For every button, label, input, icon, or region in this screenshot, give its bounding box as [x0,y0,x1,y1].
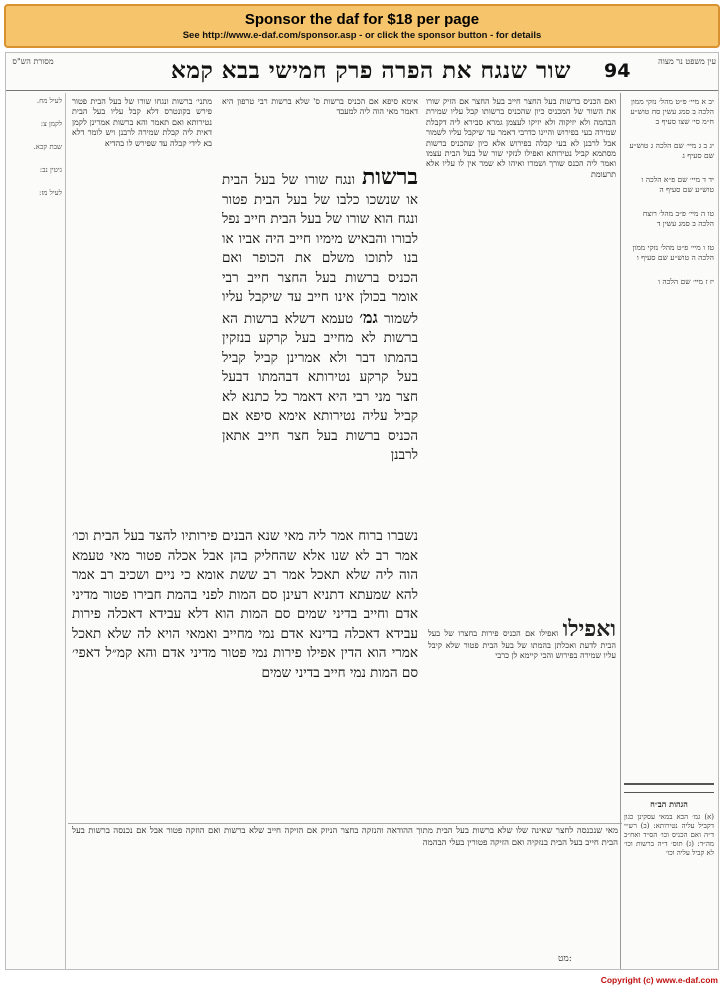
page-header [6,53,719,91]
gemara-top-commentary: אימא סיפא אם הכניס ברשות ס' שלא ברשות רבי טרפון היא דאמר מאי הוה ליה למעבד [222,97,418,117]
margin-note: טו ה מיי׳ פ״ב מהל׳ רוצח הלכה ב סמג עשין ד [642,209,714,228]
page-title: שור שנגח את הפרה פרק חמישי בבא קמא [171,57,571,84]
margin-note: טז ו מיי׳ פ״ט מהל׳ נזקי ממון הלכה ה טוש״ע שם סעיף ו [632,243,714,262]
page-footer-commentary: מאי שנכנסה לחצר שאינה שלו שלא ברשות בעל הבית מתוך ההודאה והנזקה בחצר הניזק אם הזיקה חייב שלא ברשות ואם הוזקה פטור אבל אם נכנסה ברשות בעל הבית חייב בעל הבית בנזקיה ואם הזיקה פטורין בעלי הבהמה [68,823,622,963]
margin-note: לעיל מח. [36,97,62,105]
lower-opening-word: ואפילו [562,616,617,642]
margin-note: יג ב ג מיי׳ שם הלכה ג טוש״ע שם סעיף ג [629,141,714,160]
margin-note: יד ד מיי׳ שם פ״א הלכה ו טוש״ע שם סעיף ה [641,175,714,194]
margin-note: יז ז מיי׳ שם הלכה ו [658,277,714,286]
gemara-marker: גמ׳ [359,307,378,327]
margin-note: שבת קכא. [33,143,62,151]
header-right-corner: עין משפט נר מצוה [658,57,716,66]
tosafot-column: מתני׳ ברשות ונגחו שורו של בעל הבית פטור פירש בקונטרס דלא קבל עליו בעל הבית נטירותא ואם תאמר והא ברשות אמרינן לקמן דאית ליה קבלת שמירה לרבנן ויש לומר דלא בא לידי קבלה עד שפירש לו בהדיא [72,97,212,148]
opening-word: ברשות [361,164,418,190]
margin-note: לקמן צ: [40,120,62,128]
decorative-divider [624,783,714,793]
margin-note: יב א מיי׳ פ״ט מהל׳ נזקי ממון הלכה ב סמג עשין סח טוש״ע ח״מ סי׳ שצו סעיף ב [630,97,714,126]
hagahot-title: הגהות הב״ח [650,799,688,809]
lower-commentary-column [424,613,620,853]
mishnah-text: ונגח שורו של בעל הבית או שנשכו כלבו של בעל הבית פטור ונגח הוא שורו של בעל הבית חייב נפל לבורו והבאיש מימיו חייב היה אביו או בנו לתוכו משלם את הכופר ואם הכניס ברשות בעל החצר חייב רבי אומר בכולן אינו חייב עד שיקבל עליו לשמור [222,172,418,327]
header-left-corner: מסורת הש"ס [12,57,54,66]
sponsor-banner[interactable] [4,4,720,48]
sponsor-subtitle[interactable]: See http://www.e-daf.com/sponsor.asp - or click the sponsor button - for details [182,30,542,41]
left-margin-references [6,93,66,969]
hagahot-text: (א) גמ׳ הכא במאי עסקינן כגון דקביל עליה נטירותא: (ב) רש״י ד״ה ואם הכניס וכו׳ הס״ד ואח״כ מה״ד: (ג) תוס׳ ד״ה ברשות וכו׳ לא קביל עליה וכו׳ [624,813,714,857]
rashi-column: ואם הכניס ברשות בעל החצר חייב בעל החצר אם הזיק שורו את השור של המכניס כיון שהכניס ברשותו קבל עליו שמירת הבהמה ולא יזיקוה ולא יזיקו לעצמן גמרא סבירא ליה דקבלת שמירה בעי בפירוש והיינו כדרבי דאמר עד שיקבל עליו לשמור אבל לרבנן לא בעי קבלה בפירוש אלא כיון שהכניס ברשות מסתמא קביל נטירותא ואפילו לנזקי שור של בעל הבית עצמו ואמר ליה הכנס שורך ושמרו ואיהו לא שמר אין לו עליו אלא תרעומת [426,97,616,179]
gemara-text: טעמא דשלא ברשות הא ברשות לא מחייב בעל קרקע בנזקין בהמתו דבר ולא אמרינן קביל קביל בעל קרקע נטירותא דבהמתו דבעל חצר מני רבי היא דאמר כל כתנא לא קביל עליה נטירותא אימא סיפא אם הכניס ברשות בעל חצר חייב אתאן לרבנן [222,310,418,463]
sponsor-title[interactable]: Sponsor the daf for $18 per page [244,11,480,28]
copyright-link[interactable]: Copyright (c) www.e-daf.com [600,975,718,985]
talmud-page-scan [5,52,719,970]
gemara-wide-text: נשברו ברוח אמר ליה מאי שנא הבנים פירותיו להצד בעל הבית וכו׳ אמר רב לא שנו אלא שהחליק בהן אבל אכלה פטור מאי טעמא הוה ליה שלא תאכל אמר רב ששת אומא כי ניים ושכיב רב אמר להא שמעתא דתניא רעינן סם המות לפני בהמת חבירו פטור מדיני אדם וחייב בדיני שמים סם המות הוא דלא עבידא דאכלה פירות עבידא דאכלה בדינא אדם נמי מחייב ואמאי הויא לה שלא תאכל אמרי הוא הדין אפילו פירות נמי פטור מדיני אדם והא קמ״ל דאפי׳ סם המות נמי חייב בדיני שמים [72,528,418,681]
page-number: 94 [604,60,631,82]
margin-note: גיטין נב: [39,166,62,174]
page-folio-marker: מט: [558,954,572,964]
gemara-wide-block [68,525,422,821]
margin-note: לעיל מז: [38,189,62,197]
gemara-main-block [218,163,422,523]
lower-commentary-text: ואפילו אם הכניס פירות בחצרו של בעל הבית לדעת ואכלתן בהמתו של בעל הבית פטור שלא קיבל עליו שמירה בפירוש והכי קיימא לן כרבי [428,629,616,661]
